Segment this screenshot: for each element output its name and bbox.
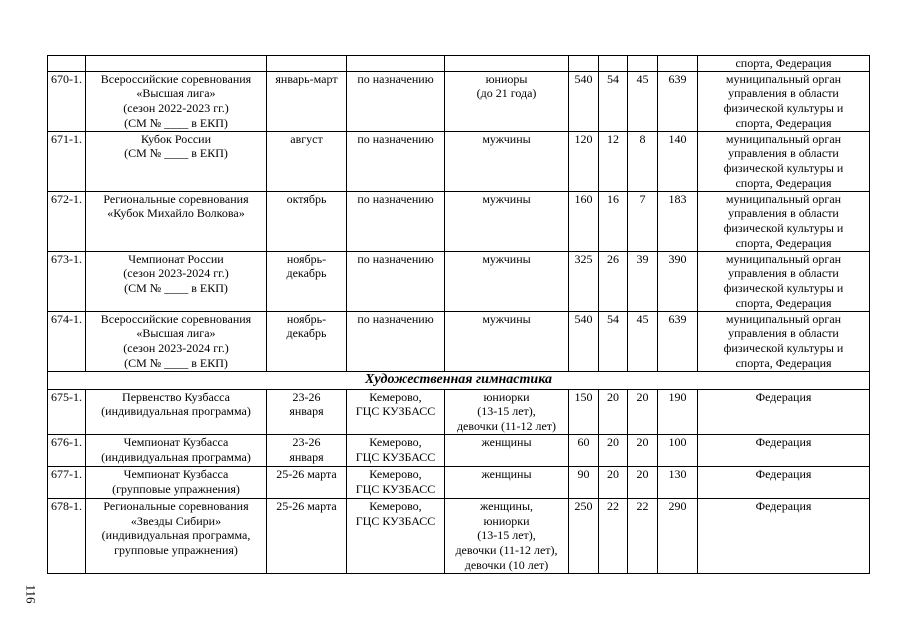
total-count-cell: 390 (658, 251, 698, 311)
organizer-line: спорта, Федерация (735, 175, 832, 190)
organizer-cell (698, 191, 870, 251)
judges-count-cell: 7 (628, 191, 658, 251)
organizer-line: физической культуры и (723, 341, 844, 356)
event-name-cell (86, 251, 267, 311)
organizer-cell (698, 131, 870, 191)
athletes-count-cell: 120 (569, 131, 599, 191)
organizer-line: физической культуры и (723, 281, 844, 296)
venue-line: Кемерово, (369, 466, 422, 481)
table-row (48, 434, 870, 466)
venue-cell (347, 311, 445, 371)
event-name-cell (86, 434, 267, 466)
organizer-cell (698, 311, 870, 371)
organizer-cell (698, 389, 870, 434)
organizer-line: спорта, Федерация (735, 295, 832, 310)
coaches-count-cell: 20 (599, 389, 628, 434)
dates-cell (267, 389, 347, 434)
dates-line: 25-26 марта (276, 498, 337, 513)
event-name-line: «Высшая лига» (136, 326, 216, 341)
venue-line: по назначению (357, 251, 434, 266)
event-name-line: (сезон 2023-2024 гг.) (123, 266, 229, 281)
event-name-line: групповые упражнения) (114, 542, 238, 557)
total-count-cell: 639 (658, 311, 698, 371)
venue-cell (347, 191, 445, 251)
organizer-line: муниципальный орган (725, 191, 842, 206)
venue-cell (347, 71, 445, 131)
participants-group-line: мужчины (482, 191, 531, 206)
participants-group-cell (445, 466, 569, 498)
dates-cell (267, 498, 347, 573)
organizer-cell (698, 466, 870, 498)
organizer-line: муниципальный орган (725, 71, 842, 86)
organizer-cell (698, 56, 870, 72)
organizer-cell (698, 498, 870, 573)
venue-line: по назначению (357, 131, 434, 146)
venue-line: ГЦС КУЗБАСС (355, 404, 436, 419)
event-name-line: (групповые упражнения) (112, 481, 240, 496)
judges-count-cell: 45 (628, 71, 658, 131)
organizer-line: физической культуры и (723, 161, 844, 176)
dates-line: декабрь (286, 266, 327, 281)
event-name-line: «Высшая лига» (136, 86, 216, 101)
athletes-count-cell: 150 (569, 389, 599, 434)
organizer-line: управления в области (728, 86, 839, 101)
venue-line: по назначению (357, 311, 434, 326)
judges-count-cell: 45 (628, 311, 658, 371)
organizer-cell (698, 251, 870, 311)
venue-line: по назначению (357, 191, 434, 206)
total-count-cell: 639 (658, 71, 698, 131)
participants-group-line: девочки (11-12 лет), (455, 542, 558, 557)
organizer-line: Федерация (755, 498, 812, 513)
athletes-count-cell: 325 (569, 251, 599, 311)
event-name-line: (индивидуальная программа, (101, 528, 251, 543)
event-name-cell (86, 498, 267, 573)
organizer-cell (698, 71, 870, 131)
participants-group-line: женщины (481, 434, 532, 449)
venue-cell (347, 251, 445, 311)
participants-group-cell (445, 191, 569, 251)
participants-group-line: женщины (481, 466, 532, 481)
organizer-line: управления в области (728, 266, 839, 281)
row-number-cell: 671-1. (48, 131, 86, 191)
event-name-line: Региональные соревнования (103, 498, 249, 513)
row-number-cell: 674-1. (48, 311, 86, 371)
row-number-cell: 672-1. (48, 191, 86, 251)
organizer-line: Федерация (755, 434, 812, 449)
dates-line: 25-26 марта (276, 466, 337, 481)
organizer-line: физической культуры и (723, 101, 844, 116)
participants-group-line: девочки (10 лет) (464, 557, 549, 572)
page-number-text: 116 (23, 584, 39, 604)
table-row (48, 466, 870, 498)
judges-count-cell: 20 (628, 434, 658, 466)
athletes-count-cell: 540 (569, 311, 599, 371)
event-name-cell (86, 311, 267, 371)
organizer-line: спорта, Федерация (735, 115, 832, 130)
athletes-count-cell: 90 (569, 466, 599, 498)
dates-line: октябрь (286, 191, 327, 206)
participants-group-cell (445, 251, 569, 311)
organizer-line: спорта, Федерация (735, 235, 832, 250)
dates-line: 23-26 (292, 389, 321, 404)
event-name-line: Всероссийские соревнования (100, 311, 252, 326)
participants-group-cell (445, 131, 569, 191)
organizer-line: муниципальный орган (725, 311, 842, 326)
section-row (48, 371, 870, 389)
dates-line: ноябрь- (286, 251, 327, 266)
event-name-line: «Кубок Михайло Волкова» (107, 206, 245, 221)
event-name-line: (сезон 2022-2023 гг.) (123, 101, 229, 116)
organizer-line: спорта, Федерация (735, 355, 832, 370)
dates-line: января (289, 449, 324, 464)
participants-group-line: (13-15 лет), (477, 404, 536, 419)
venue-cell (347, 131, 445, 191)
judges-count-cell: 8 (628, 131, 658, 191)
events-table (47, 55, 870, 574)
organizer-cell (698, 434, 870, 466)
table-row (48, 131, 870, 191)
event-name-cell (86, 191, 267, 251)
coaches-count-cell: 16 (599, 191, 628, 251)
event-name-cell (86, 131, 267, 191)
table-row (48, 389, 870, 434)
row-number-cell: 677-1. (48, 466, 86, 498)
event-name-line: Чемпионат Кузбасса (123, 434, 229, 449)
total-count-cell: 183 (658, 191, 698, 251)
organizer-line: Федерация (755, 389, 812, 404)
table-row (48, 251, 870, 311)
event-name-cell (86, 389, 267, 434)
athletes-count-cell: 540 (569, 71, 599, 131)
dates-line: январь-март (275, 71, 338, 86)
dates-cell (267, 71, 347, 131)
event-name-line: «Звезды Сибири» (130, 513, 222, 528)
table-row (48, 311, 870, 371)
event-name-cell (86, 466, 267, 498)
athletes-count-cell: 160 (569, 191, 599, 251)
table-row (48, 71, 870, 131)
coaches-count-cell: 54 (599, 311, 628, 371)
event-name-line: (сезон 2023-2024 гг.) (123, 341, 229, 356)
page-number (24, 580, 44, 610)
row-number-cell: 676-1. (48, 434, 86, 466)
organizer-line: управления в области (728, 326, 839, 341)
event-name-line: (СМ № ____ в ЕКП) (124, 355, 228, 370)
participants-group-cell (445, 498, 569, 573)
event-name-line: (индивидуальная программа) (101, 449, 251, 464)
row-number-cell: 678-1. (48, 498, 86, 573)
dates-line: января (289, 404, 324, 419)
total-count-cell: 290 (658, 498, 698, 573)
participants-group-line: юниорки (483, 389, 530, 404)
event-name-line: Первенство Кузбасса (122, 389, 230, 404)
event-name-line: (СМ № ____ в ЕКП) (124, 115, 228, 130)
participants-group-line: юниорки (483, 513, 530, 528)
judges-count-cell: 20 (628, 389, 658, 434)
participants-group-line: (13-15 лет), (477, 528, 536, 543)
dates-line: август (290, 131, 323, 146)
coaches-count-cell: 12 (599, 131, 628, 191)
section-title: Художественная гимнастика (48, 371, 870, 389)
dates-cell (267, 251, 347, 311)
organizer-line: спорта, Федерация (735, 56, 832, 70)
participants-group-cell (445, 434, 569, 466)
table-row-continuation (48, 56, 870, 72)
table-row (48, 498, 870, 573)
event-name-line: (СМ № ____ в ЕКП) (124, 281, 228, 296)
row-number-cell: 670-1. (48, 71, 86, 131)
participants-group-line: мужчины (482, 311, 531, 326)
venue-line: ГЦС КУЗБАСС (355, 513, 436, 528)
organizer-line: физической культуры и (723, 221, 844, 236)
dates-cell (267, 191, 347, 251)
total-count-cell: 190 (658, 389, 698, 434)
row-number-cell: 673-1. (48, 251, 86, 311)
venue-line: ГЦС КУЗБАСС (355, 449, 436, 464)
venue-cell (347, 389, 445, 434)
judges-count-cell: 39 (628, 251, 658, 311)
venue-line: по назначению (357, 71, 434, 86)
venue-cell (347, 434, 445, 466)
participants-group-line: мужчины (482, 131, 531, 146)
total-count-cell: 130 (658, 466, 698, 498)
participants-group-line: мужчины (482, 251, 531, 266)
event-name-line: Региональные соревнования (103, 191, 249, 206)
coaches-count-cell: 54 (599, 71, 628, 131)
venue-line: Кемерово, (369, 434, 422, 449)
dates-cell (267, 131, 347, 191)
coaches-count-cell: 20 (599, 434, 628, 466)
participants-group-line: женщины, (479, 498, 534, 513)
dates-line: ноябрь- (286, 311, 327, 326)
athletes-count-cell: 60 (569, 434, 599, 466)
participants-group-line: юниоры (485, 71, 528, 86)
event-name-line: (СМ № ____ в ЕКП) (124, 146, 228, 161)
judges-count-cell: 20 (628, 466, 658, 498)
event-name-line: Кубок России (140, 131, 212, 146)
dates-cell (267, 466, 347, 498)
organizer-line: муниципальный орган (725, 131, 842, 146)
total-count-cell: 100 (658, 434, 698, 466)
dates-line: декабрь (286, 326, 327, 341)
venue-cell (347, 466, 445, 498)
event-name-line: Чемпионат России (128, 251, 224, 266)
total-count-cell: 140 (658, 131, 698, 191)
venue-line: Кемерово, (369, 389, 422, 404)
table-row (48, 191, 870, 251)
coaches-count-cell: 20 (599, 466, 628, 498)
organizer-line: Федерация (755, 466, 812, 481)
participants-group-cell (445, 389, 569, 434)
judges-count-cell: 22 (628, 498, 658, 573)
dates-cell (267, 311, 347, 371)
dates-cell (267, 434, 347, 466)
athletes-count-cell: 250 (569, 498, 599, 573)
participants-group-line: девочки (11-12 лет) (456, 419, 557, 434)
participants-group-line: (до 21 года) (476, 86, 537, 101)
event-name-cell (86, 71, 267, 131)
row-number-cell: 675-1. (48, 389, 86, 434)
organizer-line: муниципальный орган (725, 251, 842, 266)
event-name-line: (индивидуальная программа) (101, 404, 251, 419)
participants-group-cell (445, 311, 569, 371)
venue-line: ГЦС КУЗБАСС (355, 481, 436, 496)
organizer-line: управления в области (728, 206, 839, 221)
organizer-line: управления в области (728, 146, 839, 161)
event-name-line: Всероссийские соревнования (100, 71, 252, 86)
venue-cell (347, 498, 445, 573)
dates-line: 23-26 (292, 434, 321, 449)
venue-line: Кемерово, (369, 498, 422, 513)
coaches-count-cell: 26 (599, 251, 628, 311)
event-name-line: Чемпионат Кузбасса (123, 466, 229, 481)
participants-group-cell (445, 71, 569, 131)
coaches-count-cell: 22 (599, 498, 628, 573)
